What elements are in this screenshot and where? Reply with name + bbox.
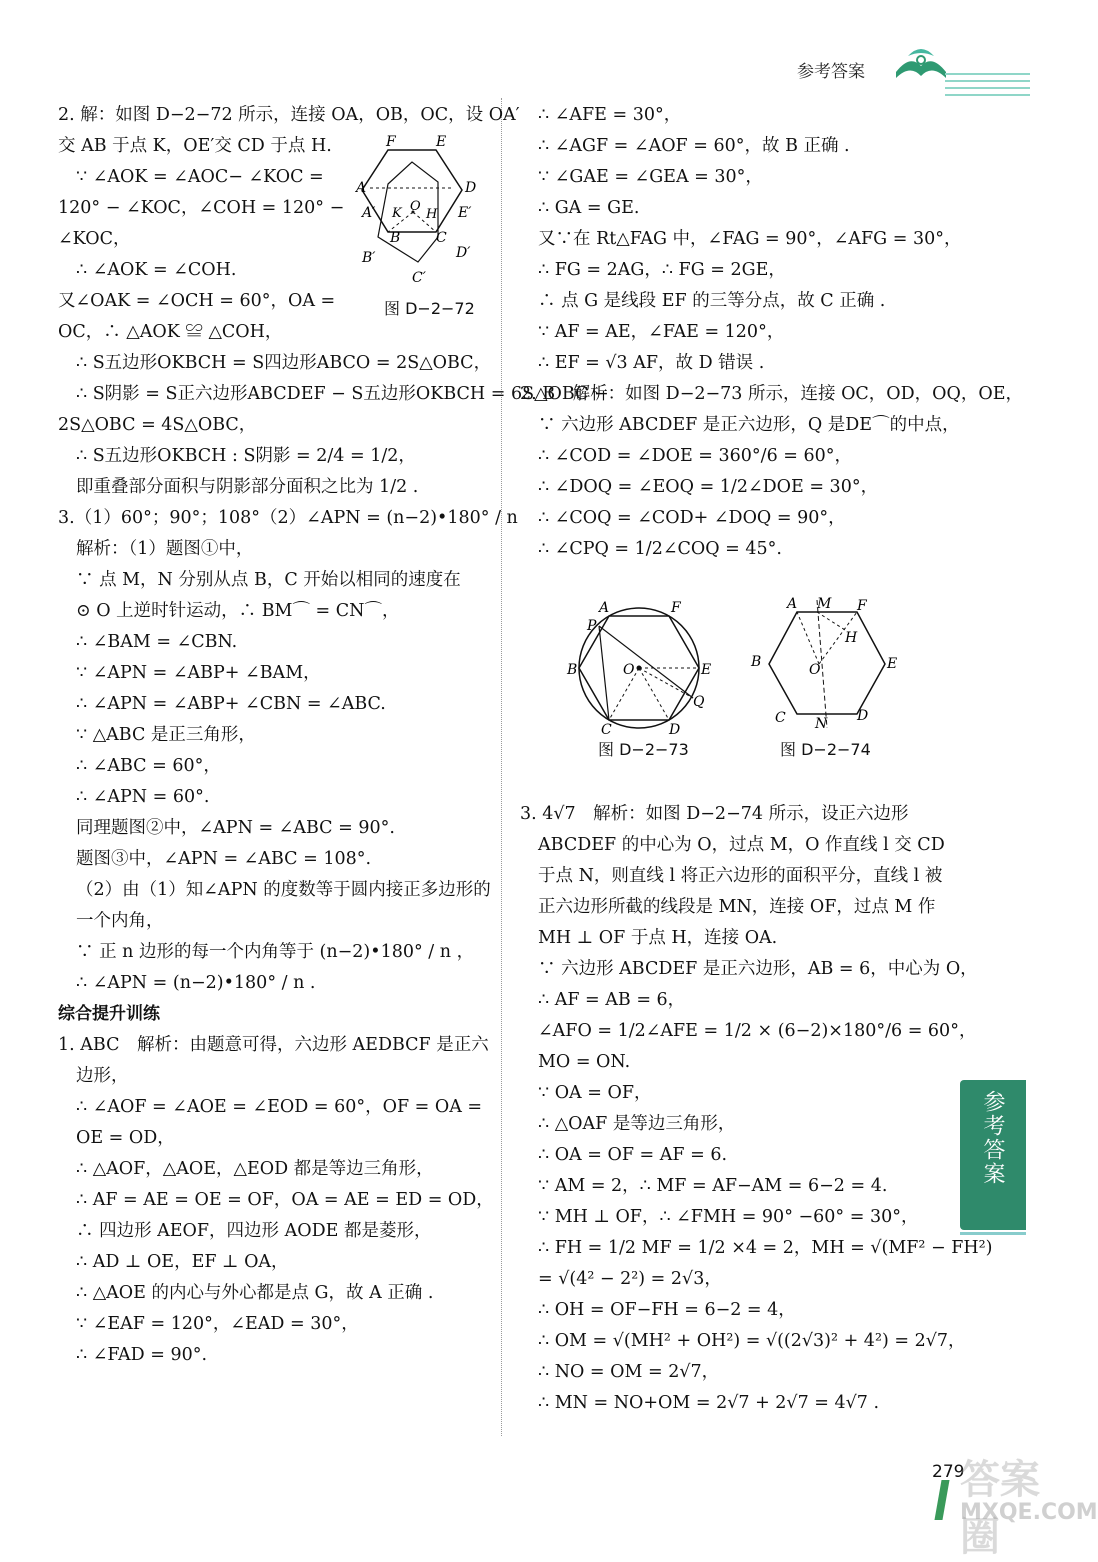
text-line: MH ⊥ OF 于点 H，连接 OA.: [538, 928, 778, 948]
figure-d-2-74-caption: 图 D−2−74: [780, 740, 871, 759]
text-line: ∴ ∠APN = 60°.: [76, 787, 210, 807]
watermark-url: MXQE.COM: [960, 1500, 1098, 1525]
text-line: ∴ ∠COD = ∠DOE = 360°/6 = 60°，: [538, 446, 853, 466]
text-line: 一个内角，: [76, 911, 164, 931]
text-line: 3. 4√7 解析：如图 D−2−74 所示，设正六边形: [520, 804, 909, 824]
fig72-label-B: B: [390, 230, 401, 246]
figure-d-2-74: [745, 594, 905, 734]
text-line: ∴ AF = AE = OE = OF，OA = AE = ED = OD，: [76, 1190, 494, 1210]
text-line: ∴ ∠AFE = 30°，: [538, 105, 682, 125]
header-label: 参考答案: [797, 62, 865, 82]
text-line: ∴ S阴影 = S正六边形ABCDEF − S五边形OKBCH = 6S△OBC −: [76, 384, 609, 404]
text-line: ∴ FH = 1/2 MF = 1/2 ×4 = 2，MH = √(MF² − FH²): [538, 1238, 993, 1258]
text-line: ∴ FG = 2AG，∴ FG = 2GE，: [538, 260, 786, 280]
text-line: = √(4² − 2²) = 2√3，: [538, 1269, 722, 1289]
text-line: ∴ ∠DOQ = ∠EOQ = 1/2∠DOE = 30°，: [538, 477, 879, 497]
text-line: 3.（1）60°；90°；108°（2）∠APN = (n−2)•180° / n: [58, 508, 518, 528]
fig73-label-B: B: [567, 662, 578, 678]
text-line: ∴ NO = OM = 2√7，: [538, 1362, 720, 1382]
text-line: OE = OD，: [76, 1128, 175, 1148]
fig73-label-F: F: [671, 600, 681, 616]
text-line: ∵ AF = AE，∠FAE = 120°，: [538, 322, 785, 342]
fig72-label-A: A: [356, 180, 367, 196]
text-line: 又∵在 Rt△FAG 中，∠FAG = 90°，∠AFG = 30°，: [538, 229, 962, 249]
text-line: ∵ 六边形 ABCDEF 是正六边形，Q 是DE⌒的中点，: [538, 415, 960, 435]
fig74-label-E: E: [887, 656, 898, 672]
watermark-logo: 答案圈: [960, 1457, 1040, 1560]
fig72-label-B-prime: B′: [362, 250, 376, 266]
text-line: ∴ ∠ABC = 60°，: [76, 756, 221, 776]
fig74-label-H: H: [845, 630, 858, 646]
text-line: ∴ ∠AGF = ∠AOF = 60°，故 B 正确 .: [538, 136, 850, 156]
fig72-label-F: F: [386, 134, 396, 150]
fig73-label-C: C: [601, 722, 612, 738]
text-line: 交 AB 于点 K，OE′交 CD 于点 H.: [58, 136, 332, 156]
fig72-label-D-prime: D′: [456, 245, 471, 261]
text-line: ∴ ∠CPQ = 1/2∠COQ = 45°.: [538, 539, 782, 559]
fig74-label-B: B: [751, 654, 762, 670]
text-line: ∴ S五边形OKBCH : S阴影 = 2/4 = 1/2，: [76, 446, 416, 466]
text-line: ∴ MN = NO+OM = 2√7 + 2√7 = 4√7 .: [538, 1393, 880, 1413]
text-line: ∵ OA = OF，: [538, 1083, 652, 1103]
text-line: 2. 解：如图 D−2−72 所示，连接 OA，OB，OC，设 OA′: [58, 105, 520, 125]
text-line: 120° − ∠KOC，∠COH = 120° −: [58, 198, 345, 218]
text-line: ∴ ∠AOF = ∠AOE = ∠EOD = 60°，OF = OA =: [76, 1097, 483, 1117]
text-line: ∴ 点 G 是线段 EF 的三等分点，故 C 正确 .: [538, 291, 886, 311]
fig74-label-O: O: [809, 662, 821, 678]
text-line: （2）由（1）知∠APN 的度数等于圆内接正多边形的: [76, 880, 491, 900]
text-line: ∴ S五边形OKBCH = S四边形ABCO = 2S△OBC，: [76, 353, 492, 373]
text-line: 2S△OBC = 4S△OBC，: [58, 415, 257, 435]
figure-d-2-73: [565, 598, 725, 738]
fig73-label-O: O: [623, 662, 635, 678]
text-line: 边形，: [76, 1066, 129, 1086]
fig72-label-D: D: [465, 180, 477, 196]
figure-d-2-72: [358, 132, 488, 297]
text-line: 又∠OAK = ∠OCH = 60°，OA =: [58, 291, 336, 311]
text-line: ∵ ∠AOK = ∠AOC− ∠KOC =: [76, 167, 324, 187]
text-line: ⊙ O 上逆时针运动，∴ BM⌒ = CN⌒，: [76, 601, 400, 621]
text-line: 解析：（1）题图①中，: [76, 539, 254, 559]
text-line: ∴ △AOF，△AOE，△EOD 都是等边三角形，: [76, 1159, 434, 1179]
side-tab-underline: [960, 1232, 1026, 1235]
fig73-label-A: A: [599, 600, 610, 616]
figure-d-2-72-caption: 图 D−2−72: [384, 299, 475, 318]
fig72-label-C-prime: C′: [412, 270, 426, 286]
text-line: 同理题图②中，∠APN = ∠ABC = 90°.: [76, 818, 395, 838]
text-line: 2. B 解析：如图 D−2−73 所示，连接 OC，OD，OQ，OE，: [520, 384, 1023, 404]
fig73-label-Q: Q: [693, 694, 705, 710]
text-line: ∴ AD ⊥ OE，EF ⊥ OA，: [76, 1252, 289, 1272]
text-line: ∵ ∠EAF = 120°，∠EAD = 30°，: [76, 1314, 359, 1334]
text-line: ∴ OH = OF−FH = 6−2 = 4，: [538, 1300, 796, 1320]
section-heading: 综合提升训练: [58, 1004, 160, 1024]
text-line: ∴ ∠BAM = ∠CBN.: [76, 632, 238, 652]
text-line: ∵ ∠APN = ∠ABP+ ∠BAM，: [76, 663, 321, 683]
fig72-label-O: O: [410, 199, 421, 214]
text-line: ∵ MH ⊥ OF，∴ ∠FMH = 90° −60° = 30°，: [538, 1207, 919, 1227]
fig72-label-K: K: [392, 206, 402, 221]
text-line: ∵ 点 M，N 分别从点 B，C 开始以相同的速度在: [76, 570, 461, 590]
text-line: ∴ △OAF 是等边三角形，: [538, 1114, 736, 1134]
fig72-label-E-prime: E′: [458, 205, 472, 221]
text-line: ∴ OM = √(MH² + OH²) = √((2√3)² + 4²) = 2√7，: [538, 1331, 966, 1351]
fig74-label-M: M: [817, 596, 832, 612]
text-line: ∴ ∠FAD = 90°.: [76, 1345, 208, 1365]
text-line: ∵ △ABC 是正三角形，: [76, 725, 256, 745]
fig72-label-E: E: [436, 134, 447, 150]
fig72-label-H: H: [426, 207, 438, 222]
fig73-label-E: E: [701, 662, 712, 678]
text-line: ABCDEF 的中心为 O，过点 M，O 作直线 l 交 CD: [538, 835, 945, 855]
text-line: ∴ ∠AOK = ∠COH.: [76, 260, 237, 280]
text-line: ∠KOC，: [58, 229, 131, 249]
text-line: ∴ EF = √3 AF，故 D 错误 .: [538, 353, 765, 373]
text-line: ∴ ∠COQ = ∠COD+ ∠DOQ = 90°，: [538, 508, 846, 528]
fig74-label-C: C: [775, 710, 786, 726]
side-tab-label: 参考答案: [980, 1090, 1005, 1186]
text-line: ∠AFO = 1/2∠AFE = 1/2 × (6−2)×180°/6 = 60°，: [538, 1021, 977, 1041]
text-line: 即重叠部分面积与阴影部分面积之比为 1/2 .: [76, 477, 419, 497]
page-number: 279: [932, 1462, 965, 1482]
right-column-top: [520, 100, 1023, 565]
text-line: 正六边形所截的线段是 MN，连接 OF，过点 M 作: [538, 897, 936, 917]
text-line: ∵ 六边形 ABCDEF 是正六边形，AB = 6，中心为 O，: [538, 959, 978, 979]
fig73-label-D: D: [669, 722, 681, 738]
fig73-label-P: P: [587, 618, 597, 634]
text-line: ∴ ∠APN = ∠ABP+ ∠CBN = ∠ABC.: [76, 694, 386, 714]
fig74-label-F: F: [857, 598, 867, 614]
text-line: 题图③中，∠APN = ∠ABC = 108°.: [76, 849, 372, 869]
text-line: 于点 N，则直线 l 将正六边形的面积平分，直线 l 被: [538, 866, 943, 886]
book-logo-icon: [892, 44, 950, 84]
fig72-label-C: C: [436, 230, 447, 246]
text-line: ∴ OA = OF = AF = 6.: [538, 1145, 728, 1165]
header-decoration-lines: [945, 70, 1030, 100]
text-line: ∵ ∠GAE = ∠GEA = 30°，: [538, 167, 763, 187]
text-line: MO = ON.: [538, 1052, 631, 1072]
column-divider: [501, 98, 502, 1436]
text-line: ∵ 正 n 边形的每一个内角等于 (n−2)•180° / n ，: [76, 942, 475, 962]
text-line: ∴ ∠APN = (n−2)•180° / n .: [76, 973, 316, 993]
text-line: ∴ 四边形 AEOF，四边形 AODE 都是菱形，: [76, 1221, 432, 1241]
text-line: OC，∴ △AOK ≌ △COH，: [58, 322, 283, 342]
fig72-label-A-prime: A′: [362, 205, 376, 221]
text-line: ∴ △AOE 的内心与外心都是点 G，故 A 正确 .: [76, 1283, 434, 1303]
page-corner-mark: [934, 1480, 949, 1520]
text-line: ∴ GA = GE.: [538, 198, 640, 218]
figure-d-2-73-caption: 图 D−2−73: [598, 740, 689, 759]
fig74-label-N: N: [815, 716, 828, 732]
text-line: ∴ AF = AB = 6，: [538, 990, 686, 1010]
side-tab: [960, 1080, 1026, 1230]
text-line: 1. ABC 解析：由题意可得，六边形 AEDBCF 是正六: [58, 1035, 489, 1055]
text-line: ∵ AM = 2，∴ MF = AF−AM = 6−2 = 4.: [538, 1176, 888, 1196]
fig74-label-D: D: [857, 708, 869, 724]
fig74-label-A: A: [787, 596, 798, 612]
